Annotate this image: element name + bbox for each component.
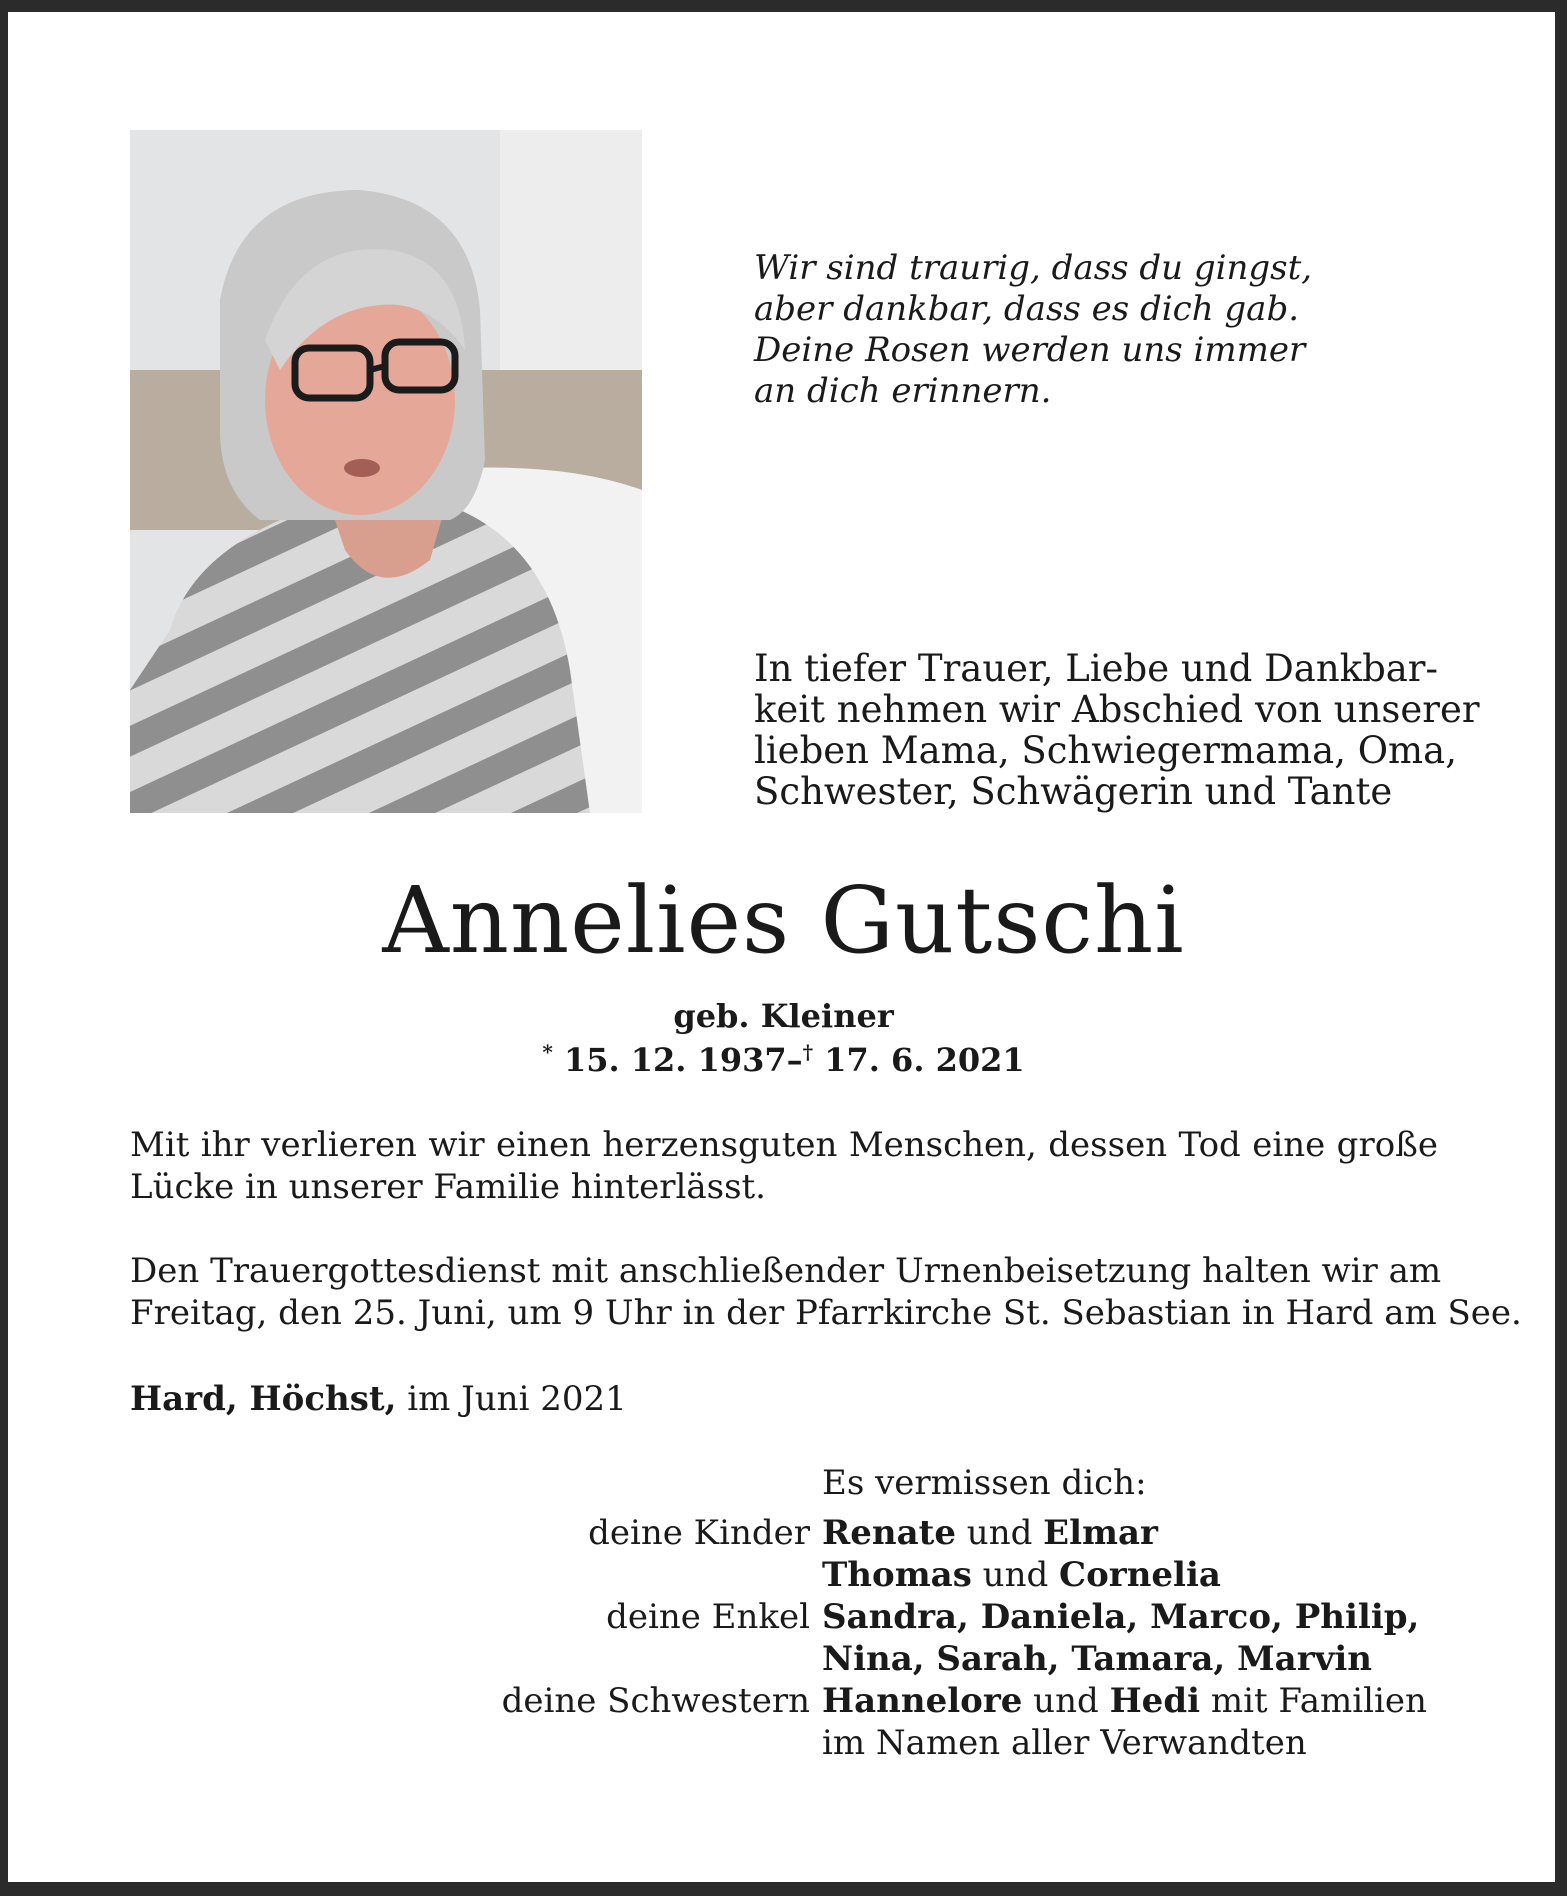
intro-line: keit nehmen wir Abschied von unserer [754,688,1480,731]
birth-symbol: * [542,1040,553,1064]
life-dates [0,1040,1567,1080]
farewell-intro [754,647,1480,813]
paragraph-line: Mit ihr verlieren wir einen herzensguten Menschen, dessen Tod eine große [130,1125,1438,1165]
mourner-name: Hannelore [822,1681,1023,1721]
relation-label: deine Schwestern [501,1681,810,1721]
relation-label: deine Enkel [606,1597,810,1637]
connector-text: und [955,1513,1044,1553]
mourner-names [822,1512,1158,1554]
mourner-names [822,1722,1307,1764]
death-symbol: † [802,1040,814,1064]
tribute-paragraph [130,1124,1438,1208]
mourner-names [822,1680,1427,1722]
memorial-quote [754,248,1374,412]
relation-label: deine Kinder [588,1513,810,1553]
mourner-row [0,1722,1567,1764]
connector-text: mit Familien [1200,1681,1427,1721]
mourner-names [822,1596,1419,1638]
quote-line: aber dankbar, dass es dich gab. [754,289,1300,329]
portrait-image [130,130,642,813]
quote-line: an dich erinnern. [754,371,1052,411]
paragraph-line: Freitag, den 25. Juni, um 9 Uhr in der Pfarrkirche St. Sebastian in Hard am See. [130,1293,1522,1333]
date-separator: – [786,1041,803,1079]
connector-text: und [971,1555,1060,1595]
mourners-heading: Es vermissen dich: [822,1463,1147,1503]
place-and-date [130,1378,627,1420]
mourner-row [0,1596,1567,1638]
portrait-photo [130,130,642,813]
mourner-row [0,1680,1567,1722]
birth-date: 15. 12. 1937 [563,1041,787,1079]
mourner-row [0,1512,1567,1554]
mourner-name: Renate [822,1513,956,1553]
mourner-name: Thomas [822,1555,972,1595]
death-date: 17. 6. 2021 [824,1041,1025,1079]
paragraph-line: Lücke in unserer Familie hinterlässt. [130,1167,766,1207]
service-paragraph [130,1250,1522,1334]
places: Hard, Höchst, [130,1379,397,1419]
maiden-name: geb. Kleiner [673,997,894,1035]
deceased-name: Annelies Gutschi [382,867,1185,974]
quote-line: Wir sind traurig, dass du gingst, [754,248,1313,288]
connector-text: und [1022,1681,1110,1721]
mourner-name: Cornelia [1059,1555,1221,1595]
mourner-names [822,1554,1221,1596]
mourner-name: Nina, Sarah, Tamara, Marvin [822,1639,1373,1679]
intro-line: lieben Mama, Schwiegermama, Oma, [754,729,1457,772]
mourner-names [822,1638,1372,1680]
date: im Juni 2021 [407,1379,627,1419]
connector-text: im Namen aller Verwandten [822,1723,1307,1763]
paragraph-line: Den Trauergottesdienst mit anschließender Urnenbeisetzung halten wir am [130,1251,1442,1291]
mourner-row [0,1554,1567,1596]
intro-line: In tiefer Trauer, Liebe und Dankbar- [754,647,1438,690]
mourner-name: Hedi [1109,1681,1201,1721]
mourners-list [0,1512,1567,1764]
quote-line: Deine Rosen werden uns immer [754,330,1306,370]
intro-line: Schwester, Schwägerin und Tante [754,770,1393,813]
mourner-row [0,1638,1567,1680]
mourner-name: Elmar [1043,1513,1158,1553]
mourner-name: Sandra, Daniela, Marco, Philip, [822,1597,1420,1637]
